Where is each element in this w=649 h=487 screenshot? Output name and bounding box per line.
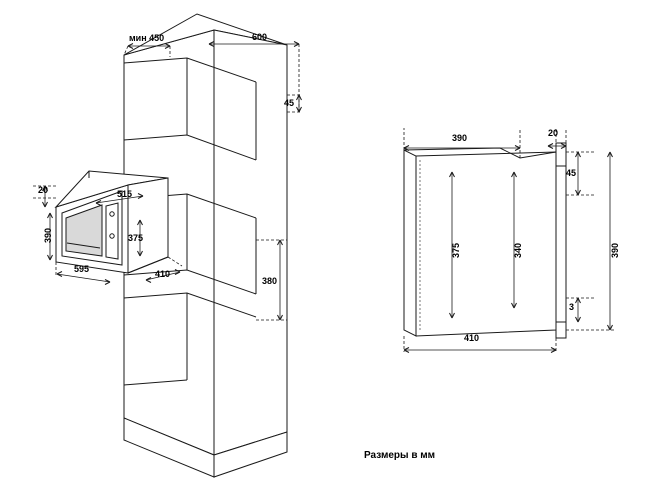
dim-label-height-380: 380 (262, 276, 278, 286)
dim-label-side-3: 3 (569, 302, 575, 312)
dim-label-side-375: 375 (451, 242, 461, 258)
dim-label-side-340: 340 (513, 242, 523, 258)
dim-label-side-20: 20 (548, 128, 559, 138)
dim-label-height-390: 390 (43, 227, 53, 243)
dim-label-width-515: 515 (117, 189, 133, 199)
dim-label-height-375: 375 (128, 233, 144, 243)
microwave-appliance (56, 171, 168, 273)
dim-label-depth-20: 20 (38, 185, 49, 195)
dim-label-cabinet-600: 600 (252, 32, 268, 42)
dim-label-width-595: 595 (74, 264, 90, 274)
dim-label-side-410: 410 (464, 333, 480, 343)
dim-label-gap-45: 45 (284, 98, 295, 108)
dim-label-side-45: 45 (566, 168, 577, 178)
dim-label-side-390-right: 390 (610, 242, 620, 258)
dim-label-depth-410: 410 (155, 269, 171, 279)
side-section-view (404, 143, 566, 338)
dim-label-min450: мин 450 (129, 33, 165, 43)
units-caption: Размеры в мм (364, 450, 436, 461)
dim-label-side-390-top: 390 (452, 133, 468, 143)
